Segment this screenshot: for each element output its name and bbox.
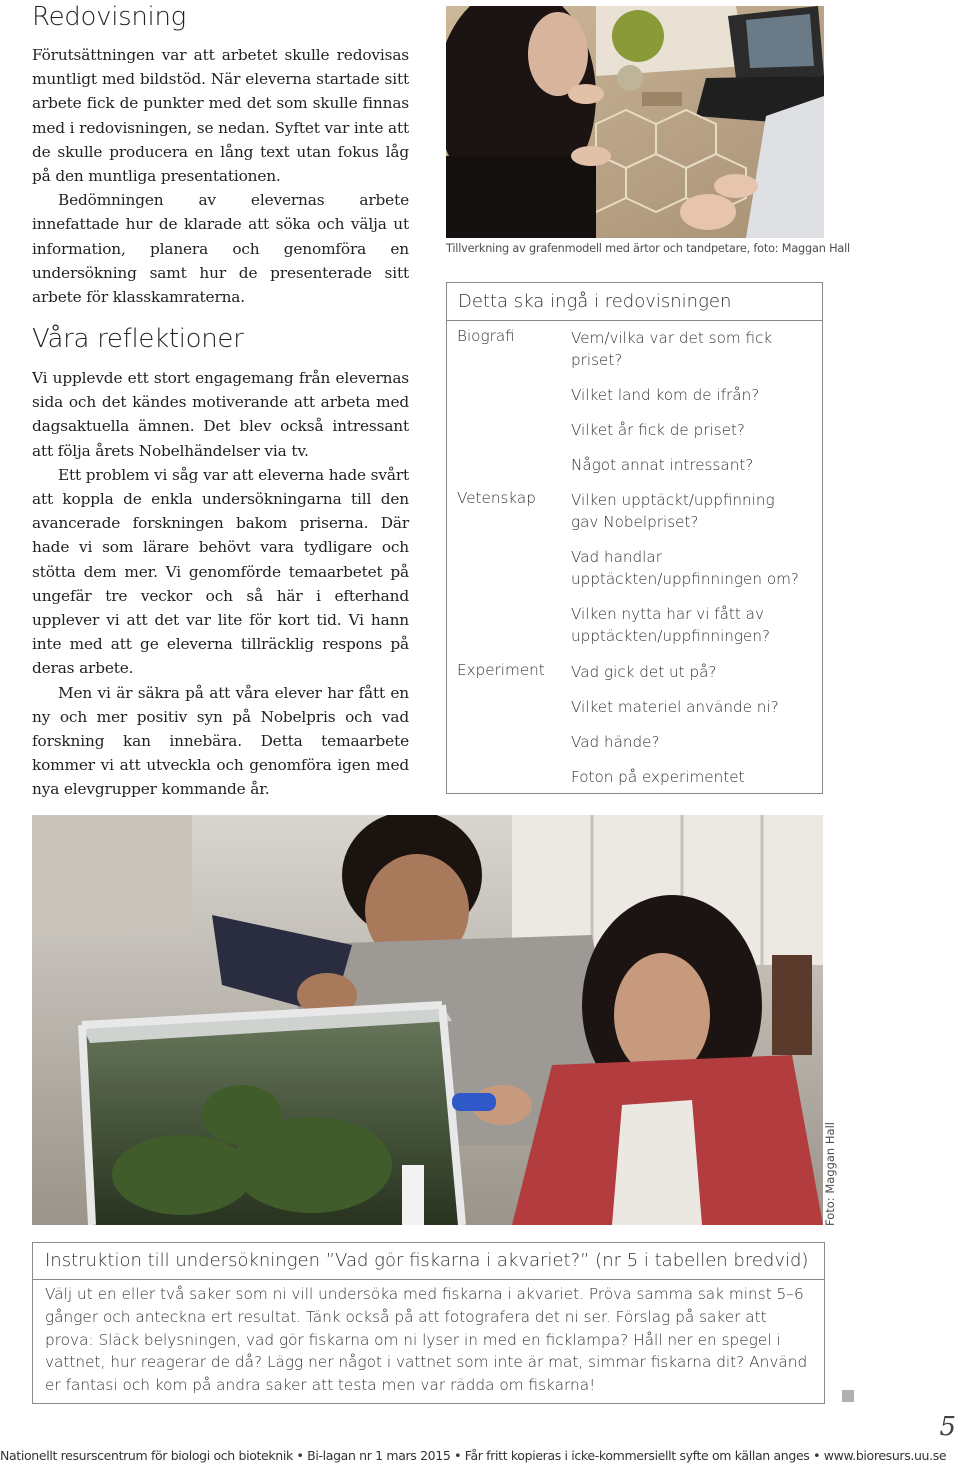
- photo-credit: Foto: Maggan Hall: [823, 1122, 837, 1226]
- box-divider: [33, 1279, 824, 1280]
- paragraph: Ett problem vi såg var att eleverna hade svårt att koppla de enkla undersökningarna till den avancerade forskningen bakom priserna. Där hade vi som lärare behövt vara tydligare och stötta dem mer. Vi genomförde temaarbetet på ungefär tre veckor och så här i efterhand upplever vi att det var lite för kort tid. Vi hann inte med att ge eleverna tillräcklig respons på deras arbete.: [32, 465, 409, 678]
- question: Något annat intressant?: [571, 456, 754, 474]
- photo-graphene-model: [446, 6, 824, 238]
- question: Vad handlar upptäckten/uppfinningen om?: [571, 548, 799, 588]
- report-requirements-box: [446, 282, 823, 794]
- question: Vilken nytta har vi fått av upptäckten/uppfinningen?: [571, 605, 771, 645]
- photo-graphene-model-illustration: [446, 6, 824, 238]
- box-divider: [447, 320, 822, 321]
- category-biografi: Biografi: [457, 327, 515, 345]
- paragraph: Men vi är säkra på att våra elever har fått en ny och mer positiv syn på Nobelpris och vad forskning kan innebära. Detta temaarbete kommer vi att utveckla och genomföra igen med nya elevgrupper kommande år.: [32, 683, 409, 799]
- question: Vilken upptäckt/uppfinning gav Nobelpriset?: [571, 491, 775, 531]
- question: Foton på experimentet: [571, 768, 745, 786]
- question: Vilket materiel använde ni?: [571, 698, 779, 716]
- question: Vem/vilka var det som fick priset?: [571, 329, 773, 369]
- paragraph: Förutsättningen var att arbetet skulle redovisas muntligt med bildstöd. När eleverna startade sitt arbete fick de punkter med det som skulle finnas med i redovisningen, se nedan. Syftet var inte att de skulle producera en lång text utan fokus låg på den muntliga presentationen.: [32, 46, 409, 186]
- reflektioner-text: [32, 366, 409, 802]
- box-title: Detta ska ingå i redovisningen: [458, 291, 732, 312]
- question: Vad hände?: [571, 733, 660, 751]
- redovisning-text: [32, 43, 409, 309]
- category-experiment: Experiment: [457, 661, 545, 679]
- question: Vilket land kom de ifrån?: [571, 386, 760, 404]
- page-number: 5: [939, 1412, 956, 1442]
- paragraph: Bedömningen av elevernas arbete innefattade hur de klarade att söka och välja ut information, planera och genomföra en undersökning samt hur de presenterade sitt arbete för klasskamraterna.: [32, 191, 409, 307]
- photo-caption: Tillverkning av grafenmodell med ärtor och tandpetare, foto: Maggan Hall: [446, 242, 850, 255]
- instruction-body: Välj ut en eller två saker som ni vill undersöka med fiskarna i akvariet. Pröva samma sak minst 5–6 gånger och anteckna ert resultat. Tänk också på att fotografera det ni ser. Förslag på saker att prova: Släck belysningen, vad gör fiskarna om ni lyser in med en ficklampa? Håll ner en spegel i vattnet, hur reagerar de då? Lägg ner något i vattnet som inte är mat, simmar fiskarna dit? Använd er fantasi och kom på andra saker att testa men var rädda om fiskarna!: [45, 1285, 808, 1395]
- end-mark: [842, 1390, 854, 1402]
- photo-credit-container: [823, 1122, 839, 1226]
- instruction-box: [32, 1242, 825, 1404]
- question: Vad gick det ut på?: [571, 663, 717, 681]
- paragraph: Vi upplevde ett stort engagemang från elevernas sida och det kändes motiverande att arbeta med dagsaktuella ämnen. Det blev också intressant att följa årets Nobelhändelser via tv.: [32, 369, 409, 460]
- photo-aquarium-illustration: [32, 815, 823, 1225]
- category-vetenskap: Vetenskap: [457, 489, 536, 507]
- heading-redovisning: Redovisning: [32, 2, 186, 32]
- footer: Nationellt resurscentrum för biologi och bioteknik • Bi-lagan nr 1 mars 2015 • Får fritt kopieras i icke-kommersiellt syfte om källan anges • www.bioresurs.uu.se: [0, 1448, 947, 1463]
- photo-aquarium: [32, 815, 823, 1225]
- instruction-title: Instruktion till undersökningen ”Vad gör fiskarna i akvariet?” (nr 5 i tabellen bredvid): [45, 1250, 809, 1271]
- question: Vilket år fick de priset?: [571, 421, 745, 439]
- heading-reflektioner: Våra reflektioner: [32, 324, 244, 354]
